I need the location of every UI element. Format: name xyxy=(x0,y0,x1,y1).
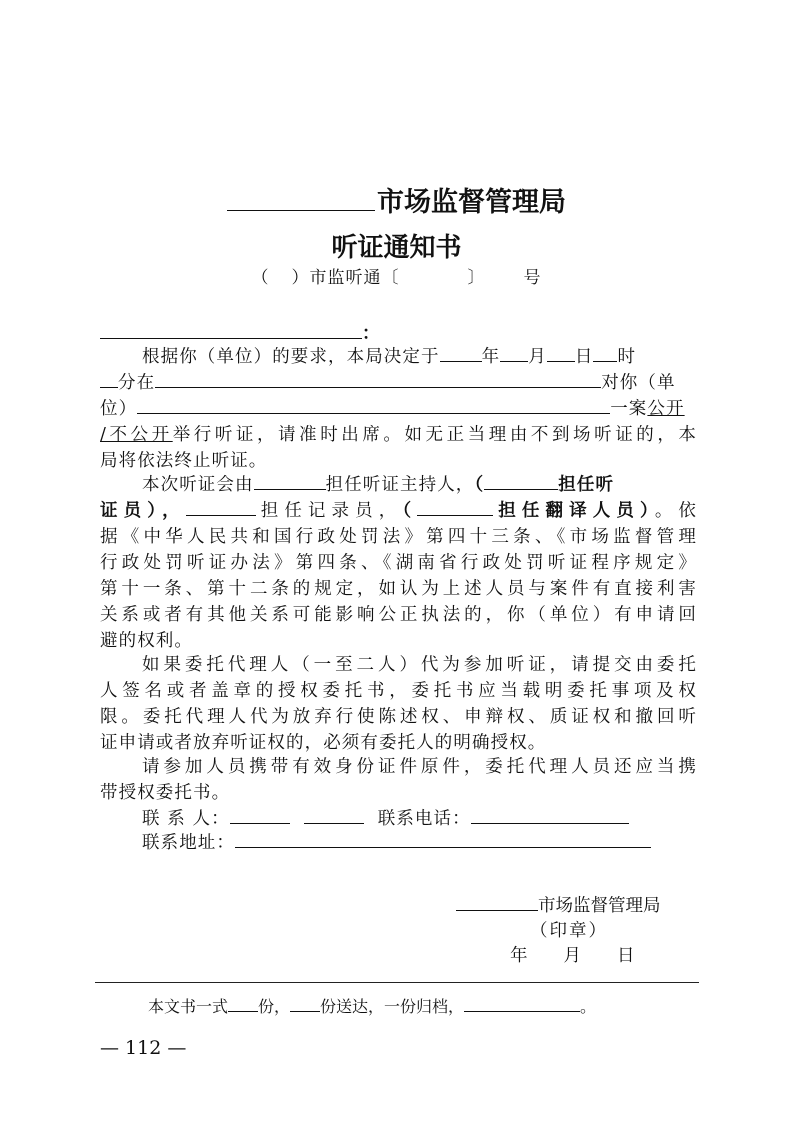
para2-line1 xyxy=(100,471,697,496)
copies-delivered-blank[interactable] xyxy=(290,993,320,1012)
docno-suffix: 号 xyxy=(523,268,542,288)
signature-year: 年 xyxy=(510,946,528,966)
para3-line1: 如果委托代理人（一至二人）代为参加听证，请提交由委托 xyxy=(142,655,697,675)
docno-close-paren: ） xyxy=(291,268,310,288)
para2-line3: 据《中华人民共和国行政处罚法》第四十三条、《市场监督管理 xyxy=(100,527,697,547)
minute-label: 分在 xyxy=(118,373,156,393)
para2-text-5: 担任记录员， xyxy=(255,501,403,521)
host-blank[interactable] xyxy=(254,471,326,490)
footer-text-2: 份， xyxy=(258,997,291,1016)
para1-text-2: 举行听证，请准时出席。如无正当理由不到场听证的，本 xyxy=(172,425,698,445)
hour-blank[interactable] xyxy=(593,343,617,362)
docno-open-paren: （ xyxy=(251,268,270,288)
document-number xyxy=(0,263,793,288)
signature-month: 月 xyxy=(563,946,581,966)
case-name-blank[interactable] xyxy=(137,395,610,414)
para1-line1 xyxy=(100,343,697,368)
page-number: — 112 — xyxy=(100,1037,187,1059)
para2-text-1: 本次听证会由 xyxy=(142,475,254,495)
footer-text-1: 本文书一式 xyxy=(148,997,229,1016)
addressee-line xyxy=(100,320,697,345)
signature-agency xyxy=(456,892,661,917)
agency-title xyxy=(0,180,793,219)
hearing-officer-blank[interactable] xyxy=(484,471,558,490)
month-label: 月 xyxy=(528,347,547,367)
para1-line3 xyxy=(100,395,697,420)
para1-text: 根据你（单位）的要求，本局决定于 xyxy=(142,347,440,367)
case-text: 一案 xyxy=(610,399,648,419)
addressee-blank[interactable] xyxy=(100,320,362,339)
to-you-text: 对你（单 xyxy=(601,373,676,393)
para2-open-paren-2: （ xyxy=(402,501,418,521)
footer-text-3: 份送达，一份归档， xyxy=(320,997,465,1016)
contact-address-line xyxy=(100,829,697,854)
para1-line2 xyxy=(100,369,697,394)
para4-line1: 请参加人员携带有效身份证件原件，委托代理人员还应当携 xyxy=(142,757,697,777)
para3-line4: 证申请或者放弃听证权的，必须有委托人的明确授权。 xyxy=(100,733,547,753)
para3-line2: 人签名或者盖章的授权委托书，委托书应当载明委托事项及权 xyxy=(100,681,697,701)
para2-line7: 避的权利。 xyxy=(100,631,193,651)
para2-text-2: 担任听证主持人， xyxy=(325,475,475,495)
contact-address-blank[interactable] xyxy=(235,829,651,848)
para2-line6: 关系或者有其他关系可能影响公正执法的，你（单位）有申请回 xyxy=(100,605,697,625)
para2-text-3: 担任听 xyxy=(558,475,615,495)
minute-blank[interactable] xyxy=(100,369,118,388)
copies-other-blank[interactable] xyxy=(464,993,580,1012)
docno-open-bracket: 〔 xyxy=(381,268,400,288)
signature-date xyxy=(510,942,635,967)
contact-person-blank-2[interactable] xyxy=(304,805,364,824)
para2-text-7: 。依 xyxy=(654,501,698,521)
month-blank[interactable] xyxy=(500,343,528,362)
contact-address-label: 联系地址： xyxy=(142,833,235,853)
para2-line4: 行政处罚听证办法》第四条、《湖南省行政处罚听证程序规定》 xyxy=(100,553,697,573)
year-label: 年 xyxy=(481,347,501,367)
para3-line3: 限。委托代理人代为放弃行使陈述权、申辩权、质证权和撤回听 xyxy=(100,707,697,727)
footer-copies-line xyxy=(148,993,596,1017)
para2-line2 xyxy=(100,497,697,522)
day-blank[interactable] xyxy=(547,343,575,362)
signature-day: 日 xyxy=(617,946,635,966)
contact-person-line xyxy=(100,805,697,830)
location-blank[interactable] xyxy=(155,369,601,388)
nonpublic-option[interactable]: /不公开 xyxy=(100,425,173,445)
contact-person-label: 联 系 人： xyxy=(142,809,230,829)
para4-line2: 带授权委托书。 xyxy=(100,783,231,803)
seal-label: （印章） xyxy=(530,921,608,941)
wei-text: 位） xyxy=(100,399,138,419)
para1-line5: 局将依法终止听证。 xyxy=(100,451,268,471)
copies-total-blank[interactable] xyxy=(228,993,258,1012)
para2-line5: 第十一条、第十二条的规定，如认为上述人员与案件有直接利害 xyxy=(100,579,697,599)
contact-phone-label: 联系电话： xyxy=(377,809,471,829)
public-option[interactable]: 公开 xyxy=(647,399,685,419)
para2-text-6: 担任翻译人员） xyxy=(493,501,655,521)
contact-phone-blank[interactable] xyxy=(471,805,629,824)
document-title: 听证通知书 xyxy=(331,233,462,263)
year-blank[interactable] xyxy=(440,343,482,362)
footer-text-4: 。 xyxy=(580,997,597,1016)
para2-text-4: 证员）， xyxy=(100,501,186,521)
hour-label: 时 xyxy=(617,347,637,367)
addressee-colon: ： xyxy=(362,324,381,344)
contact-person-blank-1[interactable] xyxy=(230,805,290,824)
translator-blank[interactable] xyxy=(417,497,493,516)
agency-title-text: 市场监督管理局 xyxy=(377,187,566,218)
para2-open-paren: （ xyxy=(474,475,485,495)
footer-divider xyxy=(95,982,699,983)
signature-agency-text: 市场监督管理局 xyxy=(538,896,661,916)
docno-prefix: 市监听通 xyxy=(309,268,382,288)
day-label: 日 xyxy=(574,347,594,367)
recorder-blank[interactable] xyxy=(186,497,256,516)
signature-agency-blank[interactable] xyxy=(456,892,538,911)
para1-line4 xyxy=(100,421,697,446)
docno-close-bracket: 〕 xyxy=(467,268,486,288)
agency-name-blank[interactable] xyxy=(227,186,375,211)
